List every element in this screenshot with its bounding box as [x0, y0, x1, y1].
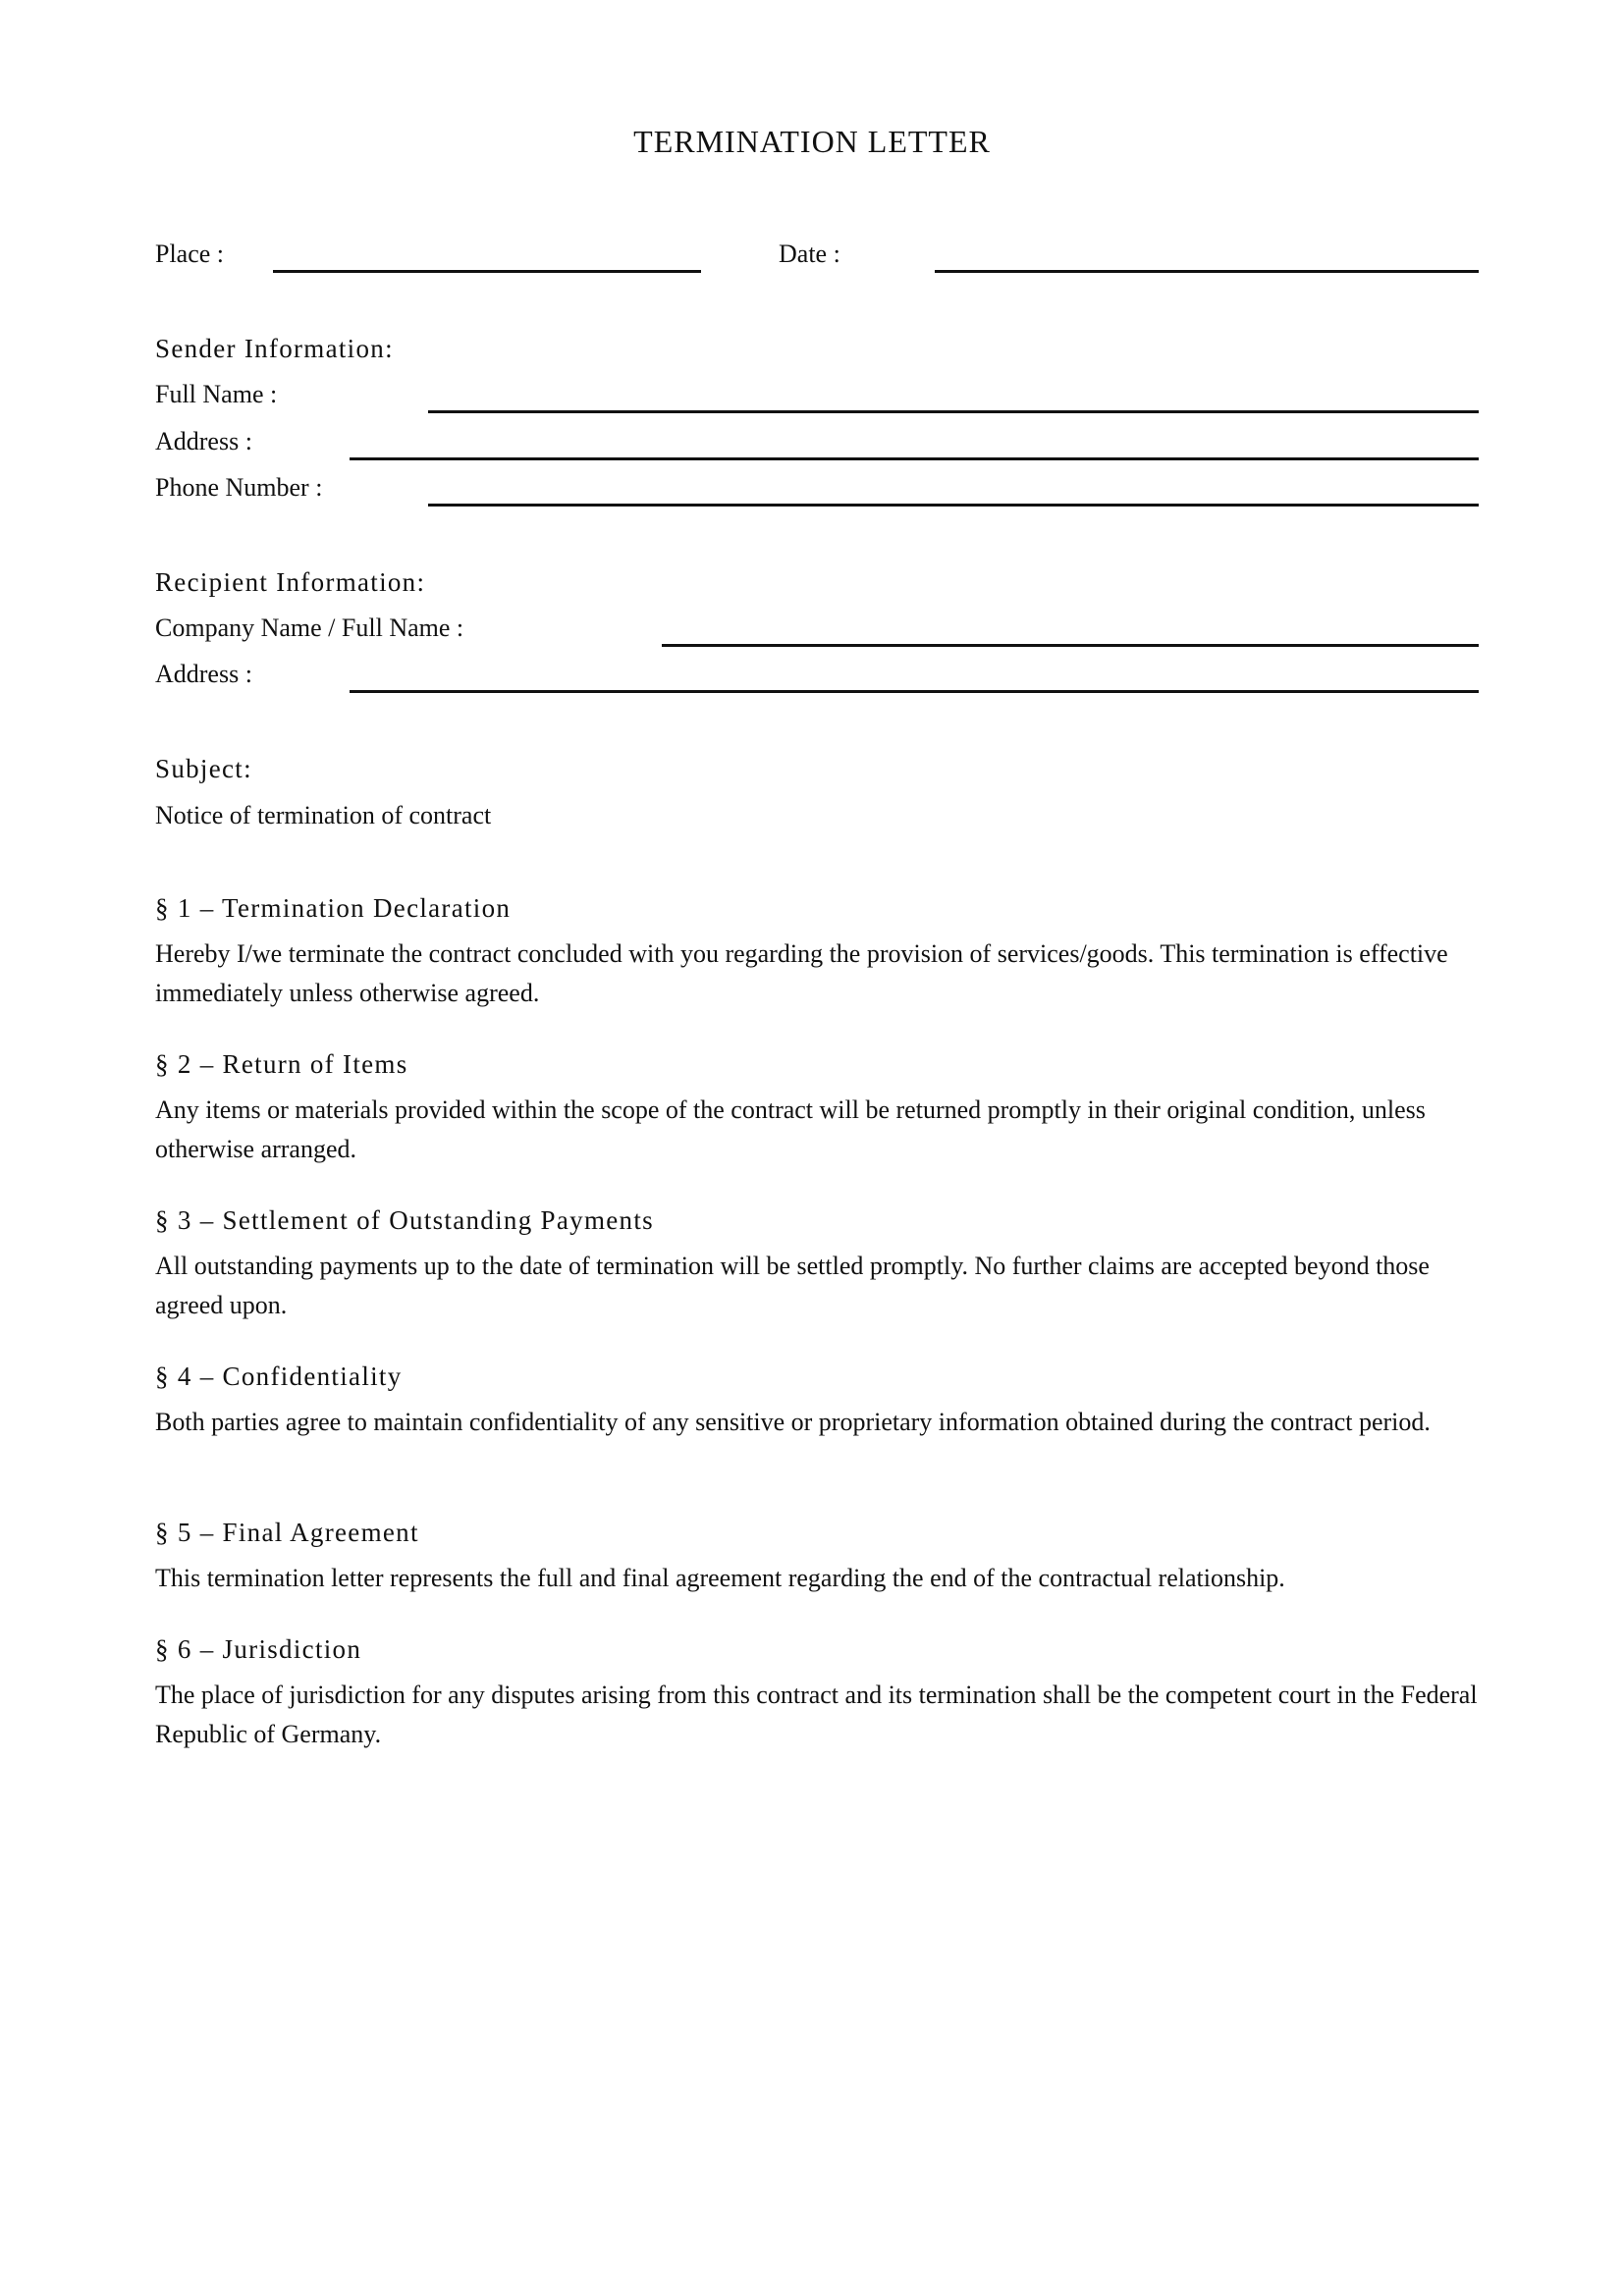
section-2-heading: § 2 – Return of Items — [155, 1049, 408, 1079]
section-4-heading: § 4 – Confidentiality — [155, 1362, 403, 1391]
place-field[interactable] — [273, 270, 701, 273]
recipient-address-field[interactable] — [350, 690, 1479, 693]
sender-full-name-field[interactable] — [428, 410, 1479, 413]
section-4-text: Both parties agree to maintain confidentiality of any sensitive or proprietary information obtained during the contract period. — [155, 1408, 1431, 1436]
date-label: Date : — [779, 240, 840, 268]
recipient-company-label: Company Name / Full Name : — [155, 614, 464, 642]
section-1-heading: § 1 – Termination Declaration — [155, 893, 512, 923]
sender-heading: Sender Information: — [155, 334, 394, 363]
section-3-text: All outstanding payments up to the date of termination will be settled promptly. No further claims are accepted beyond those agreed upon. — [155, 1252, 1430, 1319]
section-6-text: The place of jurisdiction for any disputes arising from this contract and its termination shall be the competent court in the Federal Republic of Germany. — [155, 1681, 1478, 1748]
section-6-heading: § 6 – Jurisdiction — [155, 1634, 362, 1664]
recipient-heading: Recipient Information: — [155, 567, 426, 597]
section-3-heading: § 3 – Settlement of Outstanding Payments — [155, 1205, 654, 1235]
section-5-heading: § 5 – Final Agreement — [155, 1518, 419, 1547]
sender-phone-field[interactable] — [428, 504, 1479, 507]
sender-address-field[interactable] — [350, 457, 1479, 460]
subject-heading: Subject: — [155, 754, 252, 783]
recipient-address-label: Address : — [155, 660, 252, 688]
recipient-company-field[interactable] — [662, 644, 1479, 647]
date-field[interactable] — [935, 270, 1479, 273]
section-1-text: Hereby I/we terminate the contract concluded with you regarding the provision of services/goods. This termination is effective immediately unless otherwise agreed. — [155, 939, 1448, 1007]
subject-text: Notice of termination of contract — [155, 801, 492, 829]
page-title: TERMINATION LETTER — [633, 124, 991, 159]
sender-phone-label: Phone Number : — [155, 473, 323, 502]
section-5-text: This termination letter represents the full and final agreement regarding the end of the contractual relationship. — [155, 1564, 1285, 1592]
sender-full-name-label: Full Name : — [155, 380, 278, 408]
section-2-text: Any items or materials provided within the scope of the contract will be returned promptly in their original condition, unless otherwise arranged. — [155, 1095, 1426, 1163]
place-label: Place : — [155, 240, 225, 268]
sender-address-label: Address : — [155, 427, 252, 455]
